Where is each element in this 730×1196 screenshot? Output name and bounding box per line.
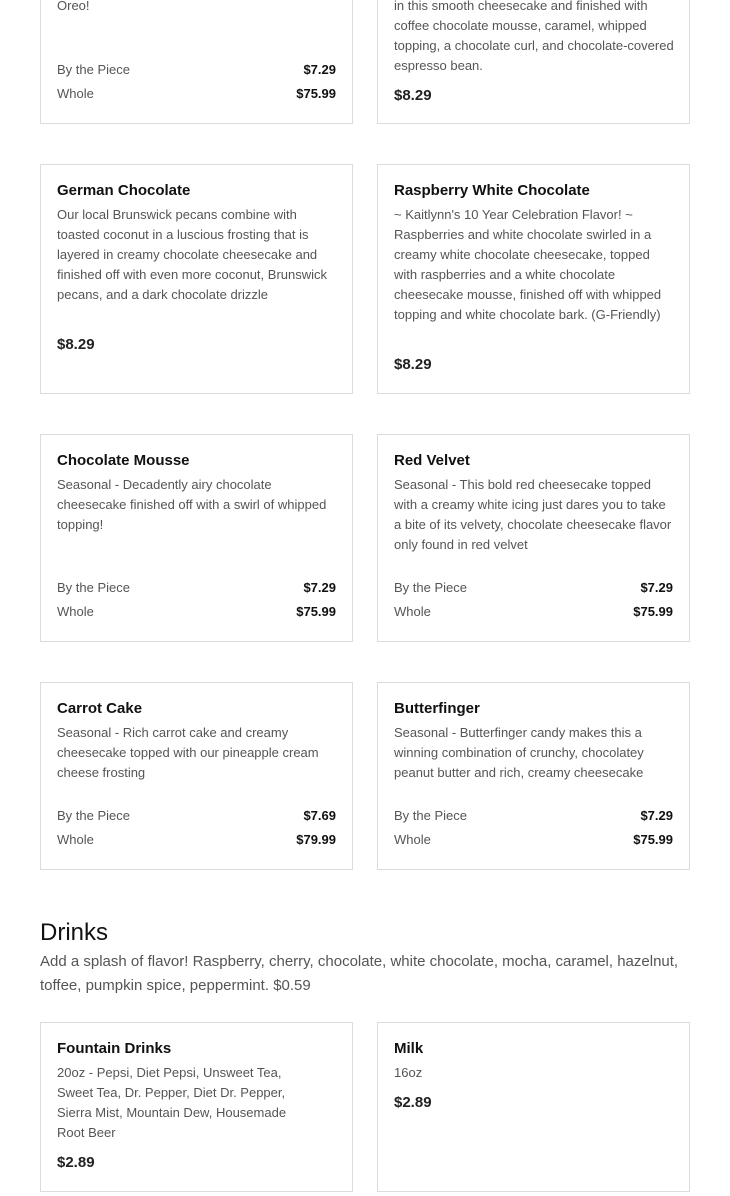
price-label: Whole — [57, 831, 94, 847]
price-label: By the Piece — [57, 807, 130, 823]
menu-item-description: Seasonal - Rich carrot cake and creamy cheesecake topped with our pineapple cream cheese frosting — [57, 725, 319, 780]
menu-card-fountain-drinks[interactable] — [40, 1022, 353, 1192]
menu-card-raspberry-white-chocolate[interactable] — [377, 164, 690, 394]
price-value: $79.99 — [296, 831, 336, 847]
price-value: $2.89 — [57, 1154, 95, 1171]
menu-item-description: in this smooth cheesecake and finished with coffee chocolate mousse, caramel, whipped topping, a chocolate curl, and chocolate-covered espresso bean. — [394, 0, 674, 73]
menu-item-description: Seasonal - This bold red cheesecake topped with a creamy white icing just dares you to take a bite of its velvety, chocolate cheesecake flavor only found in red velvet — [394, 477, 672, 552]
menu-item-description: Oreo! — [57, 0, 90, 13]
price-label: Whole — [57, 85, 94, 101]
menu-card-red-velvet[interactable] — [377, 434, 690, 642]
price-value: $75.99 — [296, 603, 336, 619]
price-row-whole — [57, 83, 336, 103]
price-label: By the Piece — [57, 579, 130, 595]
price-label: Whole — [394, 603, 431, 619]
price-value: $7.29 — [303, 579, 336, 595]
price-value: $8.29 — [57, 336, 95, 353]
price-value: $7.29 — [640, 807, 673, 823]
menu-card-oreo[interactable] — [40, 0, 353, 124]
price-row-piece — [57, 59, 336, 79]
price-value: $7.29 — [640, 579, 673, 595]
price-row-piece — [57, 577, 336, 597]
menu-item-title: Fountain Drinks — [57, 1040, 172, 1057]
price-value: $2.89 — [394, 1094, 432, 1111]
menu-item-title: German Chocolate — [57, 182, 191, 199]
price-label: By the Piece — [394, 807, 467, 823]
menu-card-butterfinger[interactable] — [377, 682, 690, 870]
price-value: $75.99 — [296, 85, 336, 101]
menu-card-milk[interactable] — [377, 1022, 690, 1192]
menu-card-german-chocolate[interactable] — [40, 164, 353, 394]
section-description-drinks: Add a splash of flavor! Raspberry, cherry, chocolate, white chocolate, mocha, caramel, hazelnut, toffee, pumpkin spice, peppermint. $0.59 — [40, 953, 679, 994]
menu-item-title: Milk — [394, 1040, 424, 1057]
menu-card-carrot-cake[interactable] — [40, 682, 353, 870]
section-title-drinks: Drinks — [40, 919, 109, 946]
price-value: $75.99 — [633, 603, 673, 619]
price-label: By the Piece — [394, 579, 467, 595]
price-value: $7.69 — [303, 807, 336, 823]
price-row-piece — [394, 805, 673, 825]
menu-item-description: ~ Kaitlynn's 10 Year Celebration Flavor! ~ Raspberries and white chocolate swirled in a creamy white chocolate cheesecake, topped with raspberries and a white chocolate cheesecake mousse, finished off with whipped topping and white chocolate bark. (G-Friendly) — [394, 207, 662, 322]
menu-item-title: Raspberry White Chocolate — [394, 182, 590, 199]
price-row-whole — [57, 601, 336, 621]
menu-card-chocolate-mousse[interactable] — [40, 434, 353, 642]
menu-item-title: Chocolate Mousse — [57, 452, 190, 469]
price-value: $7.29 — [303, 61, 336, 77]
price-label: Whole — [394, 831, 431, 847]
menu-item-title: Butterfinger — [394, 700, 480, 717]
price-value: $75.99 — [633, 831, 673, 847]
price-row-whole — [57, 829, 336, 849]
menu-item-title: Carrot Cake — [57, 700, 143, 717]
price-value: $8.29 — [394, 356, 432, 373]
menu-item-description: Our local Brunswick pecans combine with toasted coconut in a luscious frosting that is layered in creamy chocolate cheesecake and finished off with even more coconut, Brunswick pecans, and a dark chocolate drizzle — [57, 207, 328, 302]
price-label: Whole — [57, 603, 94, 619]
price-value: $8.29 — [394, 87, 432, 104]
price-row-piece — [57, 805, 336, 825]
price-row-piece — [394, 577, 673, 597]
price-row-whole — [394, 601, 673, 621]
menu-card-mocha[interactable] — [377, 0, 690, 124]
menu-item-description: Seasonal - Butterfinger candy makes this a winning combination of crunchy, chocolatey peanut butter and rich, creamy cheesecake — [394, 725, 644, 780]
menu-item-description: 20oz - Pepsi, Diet Pepsi, Unsweet Tea, Sweet Tea, Dr. Pepper, Diet Dr. Pepper, Sierra Mist, Mountain Dew, Housemade Root Beer — [57, 1065, 287, 1140]
price-label: By the Piece — [57, 61, 130, 77]
menu-item-title: Red Velvet — [394, 452, 470, 469]
menu-item-description: Seasonal - Decadently airy chocolate cheesecake finished off with a swirl of whipped topping! — [57, 477, 327, 532]
price-row-whole — [394, 829, 673, 849]
menu-item-description: 16oz — [394, 1065, 423, 1080]
